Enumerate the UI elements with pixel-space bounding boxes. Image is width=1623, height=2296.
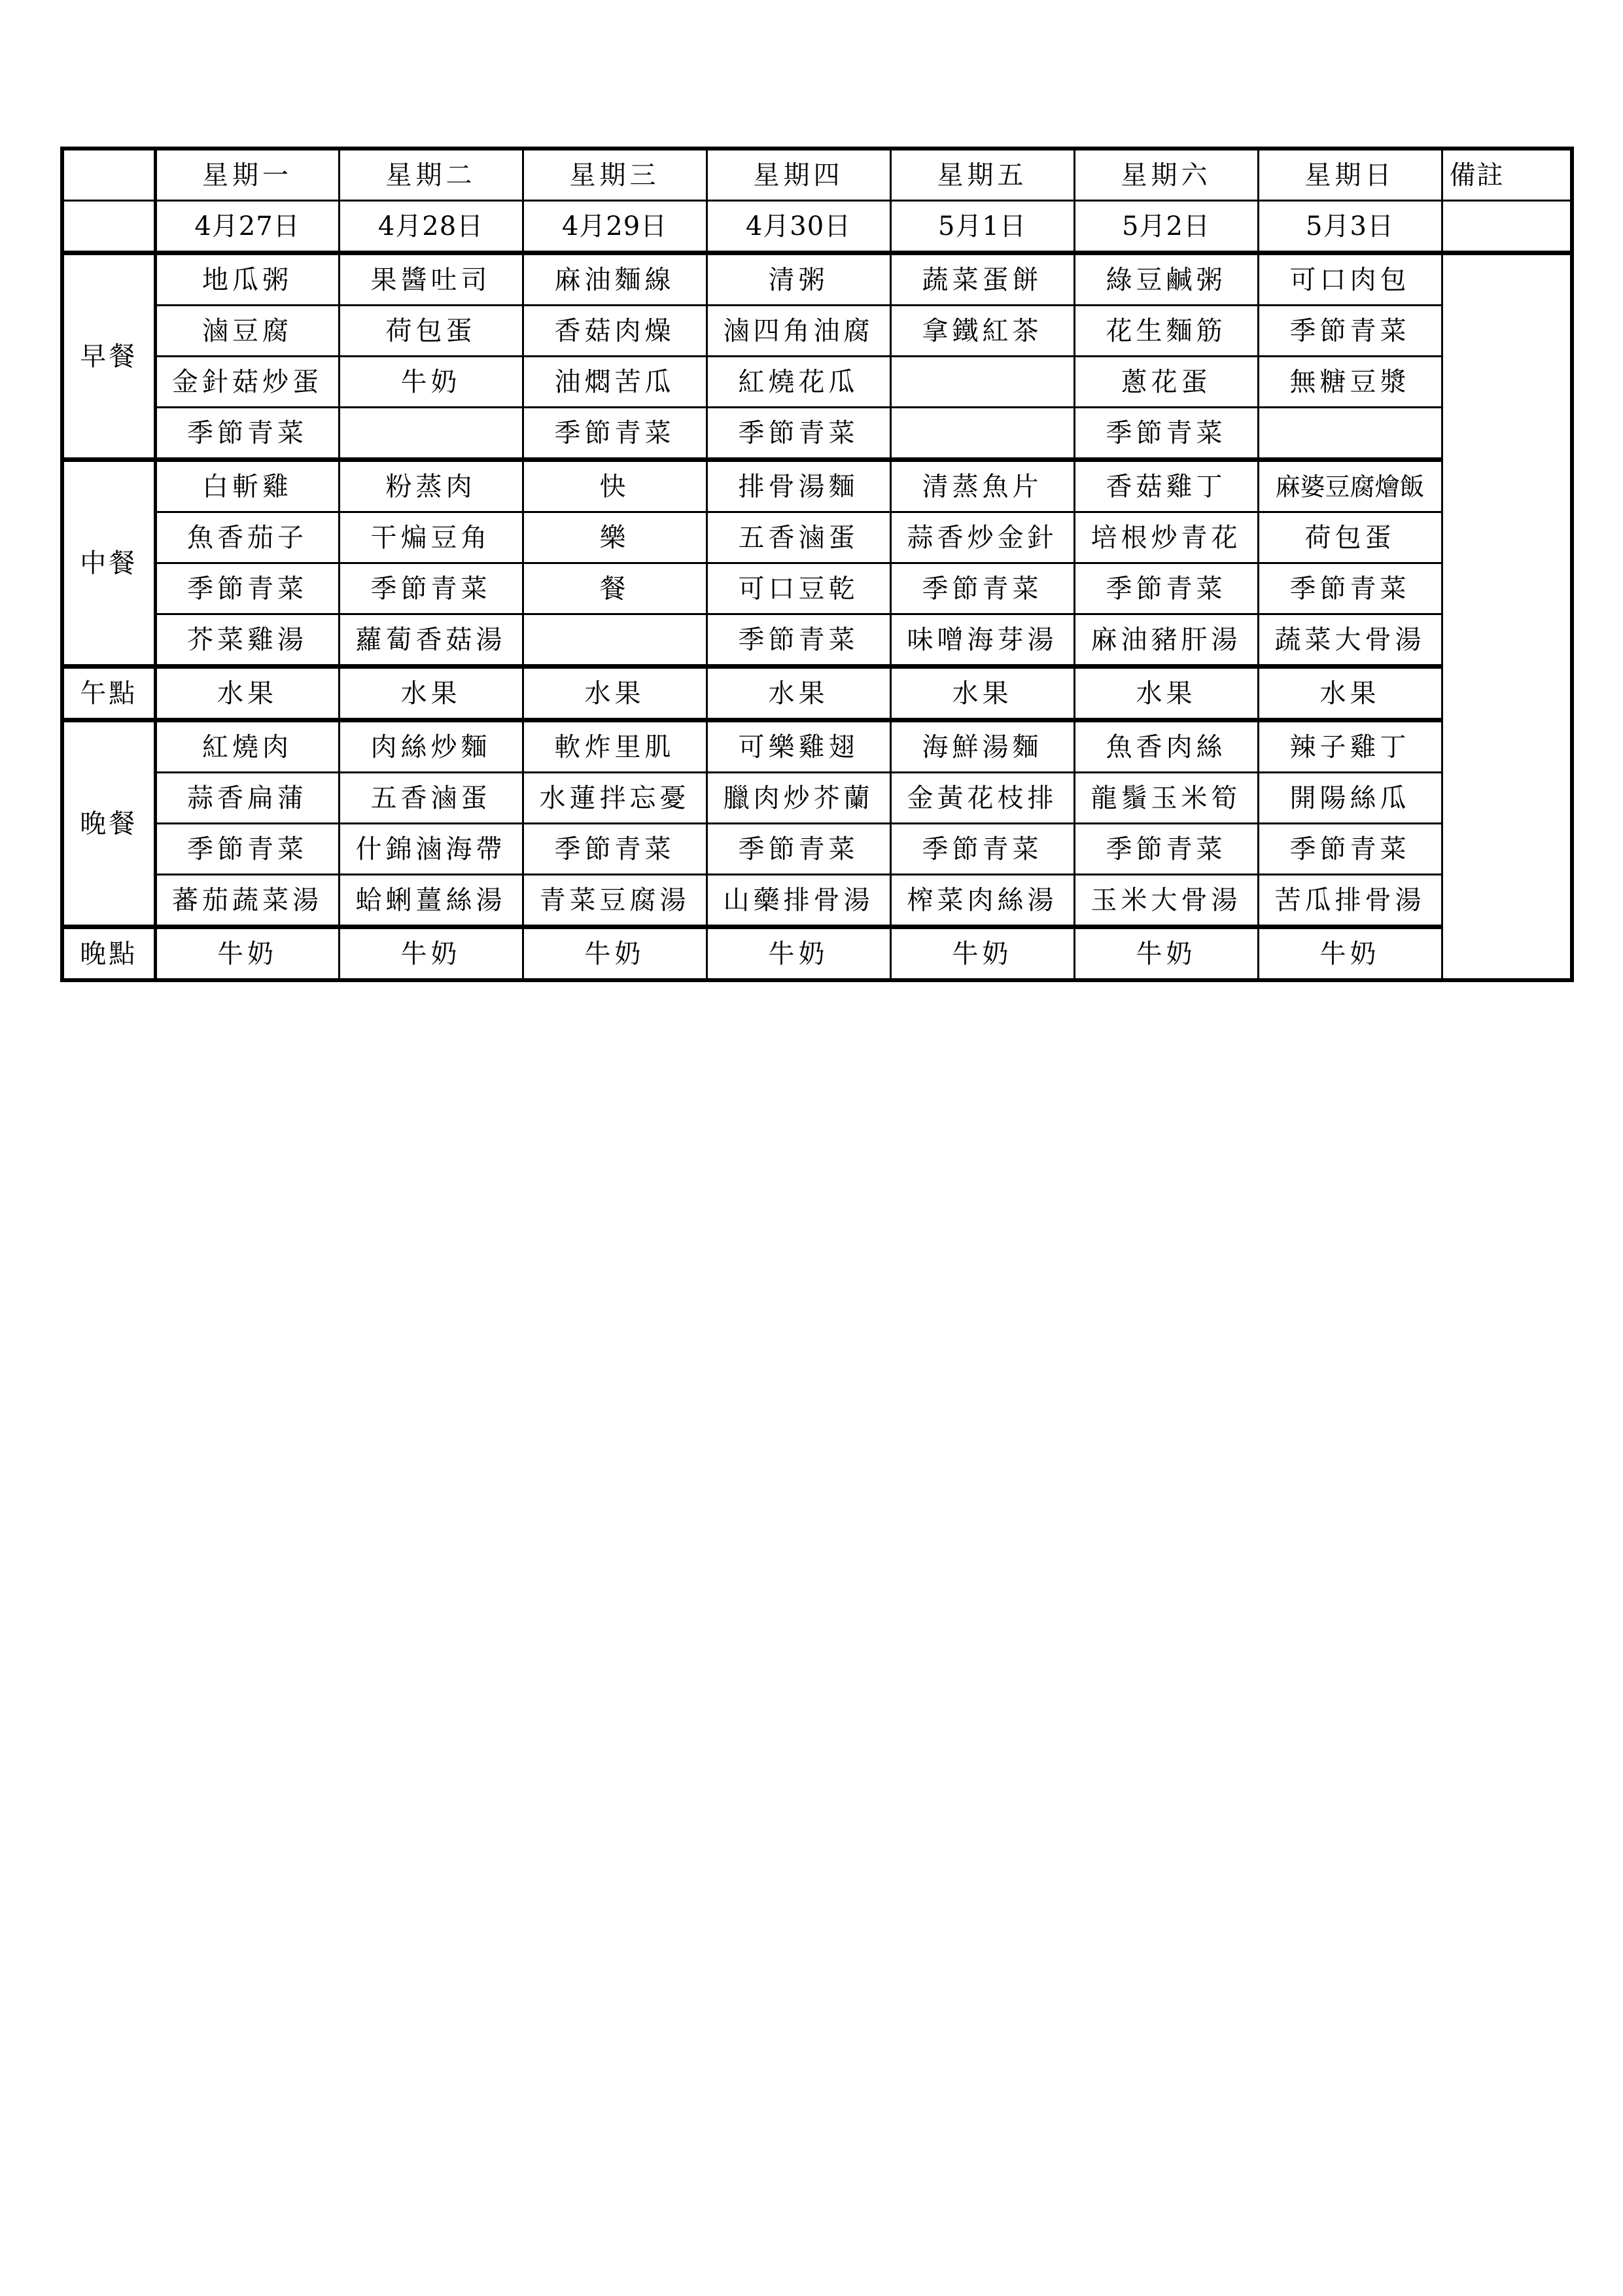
dish-cell: 水果 bbox=[890, 667, 1074, 720]
dish-cell: 牛奶 bbox=[523, 927, 707, 981]
dish-cell bbox=[339, 408, 523, 460]
dish-cell: 水果 bbox=[707, 667, 890, 720]
dish-cell: 青菜豆腐湯 bbox=[523, 875, 707, 927]
dish-cell: 荷包蛋 bbox=[1258, 512, 1442, 563]
dinner-row bbox=[62, 720, 1572, 773]
lunch-row bbox=[62, 460, 1572, 512]
dish-cell: 牛奶 bbox=[339, 927, 523, 981]
dish-cell: 水果 bbox=[339, 667, 523, 720]
notes-header: 備註 bbox=[1442, 149, 1572, 201]
dish-cell: 蔥花蛋 bbox=[1074, 357, 1258, 408]
notes-column bbox=[1442, 253, 1572, 981]
dish-cell: 滷四角油腐 bbox=[707, 306, 890, 357]
dish-cell: 季節青菜 bbox=[890, 563, 1074, 614]
dish-cell: 干煸豆角 bbox=[339, 512, 523, 563]
day-header-row bbox=[62, 149, 1572, 201]
date-cell: 4月30日 bbox=[707, 201, 890, 253]
dish-cell: 樂 bbox=[523, 512, 707, 563]
notes-cell bbox=[1442, 201, 1572, 253]
dish-cell: 果醬吐司 bbox=[339, 253, 523, 306]
dish-cell: 肉絲炒麵 bbox=[339, 720, 523, 773]
dish-cell: 季節青菜 bbox=[155, 563, 339, 614]
weekly-menu-table bbox=[60, 147, 1574, 982]
breakfast-row bbox=[62, 253, 1572, 306]
dish-cell: 牛奶 bbox=[707, 927, 890, 981]
dish-cell: 味噌海芽湯 bbox=[890, 614, 1074, 667]
dish-cell: 地瓜粥 bbox=[155, 253, 339, 306]
dish-cell: 蕃茄蔬菜湯 bbox=[155, 875, 339, 927]
dish-cell: 蛤蜊薑絲湯 bbox=[339, 875, 523, 927]
date-cell: 4月27日 bbox=[155, 201, 339, 253]
dish-cell: 軟炸里肌 bbox=[523, 720, 707, 773]
dish-cell: 綠豆鹹粥 bbox=[1074, 253, 1258, 306]
breakfast-row bbox=[62, 306, 1572, 357]
date-cell: 5月3日 bbox=[1258, 201, 1442, 253]
dish-cell bbox=[890, 357, 1074, 408]
dish-cell: 快 bbox=[523, 460, 707, 512]
dish-cell: 季節青菜 bbox=[707, 614, 890, 667]
corner-cell bbox=[62, 201, 155, 253]
dish-cell: 香菇雞丁 bbox=[1074, 460, 1258, 512]
dish-cell: 苦瓜排骨湯 bbox=[1258, 875, 1442, 927]
dish-cell: 香菇肉燥 bbox=[523, 306, 707, 357]
date-cell: 5月2日 bbox=[1074, 201, 1258, 253]
dish-cell: 油燜苦瓜 bbox=[523, 357, 707, 408]
dish-cell: 蔬菜大骨湯 bbox=[1258, 614, 1442, 667]
dish-cell: 培根炒青花 bbox=[1074, 512, 1258, 563]
dish-cell: 魚香茄子 bbox=[155, 512, 339, 563]
day-header: 星期五 bbox=[890, 149, 1074, 201]
dinner-row bbox=[62, 824, 1572, 875]
dish-cell: 芥菜雞湯 bbox=[155, 614, 339, 667]
dish-cell bbox=[890, 408, 1074, 460]
dish-cell bbox=[523, 614, 707, 667]
breakfast-row bbox=[62, 357, 1572, 408]
dish-cell: 臘肉炒芥蘭 bbox=[707, 773, 890, 824]
dish-cell: 榨菜肉絲湯 bbox=[890, 875, 1074, 927]
night-snack-row bbox=[62, 927, 1572, 981]
dish-cell: 辣子雞丁 bbox=[1258, 720, 1442, 773]
dish-cell bbox=[1258, 408, 1442, 460]
dish-cell: 季節青菜 bbox=[523, 824, 707, 875]
dish-cell: 季節青菜 bbox=[155, 824, 339, 875]
dish-cell: 季節青菜 bbox=[1258, 563, 1442, 614]
dish-cell: 牛奶 bbox=[890, 927, 1074, 981]
date-cell: 4月28日 bbox=[339, 201, 523, 253]
dish-cell: 季節青菜 bbox=[1074, 563, 1258, 614]
dish-cell: 牛奶 bbox=[1074, 927, 1258, 981]
breakfast-label: 早餐 bbox=[62, 253, 155, 460]
dish-cell: 蒜香扁蒲 bbox=[155, 773, 339, 824]
dish-cell: 可口肉包 bbox=[1258, 253, 1442, 306]
dish-cell: 水果 bbox=[1258, 667, 1442, 720]
date-cell: 5月1日 bbox=[890, 201, 1074, 253]
corner-cell bbox=[62, 149, 155, 201]
dish-cell: 季節青菜 bbox=[890, 824, 1074, 875]
lunch-row bbox=[62, 512, 1572, 563]
day-header: 星期日 bbox=[1258, 149, 1442, 201]
dish-cell: 無糖豆漿 bbox=[1258, 357, 1442, 408]
dish-cell: 季節青菜 bbox=[155, 408, 339, 460]
dish-cell: 季節青菜 bbox=[707, 824, 890, 875]
night-snack-label: 晚點 bbox=[62, 927, 155, 981]
lunch-row bbox=[62, 563, 1572, 614]
date-row bbox=[62, 201, 1572, 253]
dish-cell: 清蒸魚片 bbox=[890, 460, 1074, 512]
day-header: 星期一 bbox=[155, 149, 339, 201]
dish-cell: 金黃花枝排 bbox=[890, 773, 1074, 824]
dish-cell: 玉米大骨湯 bbox=[1074, 875, 1258, 927]
day-header: 星期六 bbox=[1074, 149, 1258, 201]
dish-cell: 拿鐵紅茶 bbox=[890, 306, 1074, 357]
day-header: 星期四 bbox=[707, 149, 890, 201]
dish-cell: 龍鬚玉米筍 bbox=[1074, 773, 1258, 824]
afternoon-snack-row bbox=[62, 667, 1572, 720]
dish-cell: 海鮮湯麵 bbox=[890, 720, 1074, 773]
dish-cell: 水果 bbox=[155, 667, 339, 720]
dish-cell: 白斬雞 bbox=[155, 460, 339, 512]
dish-cell: 排骨湯麵 bbox=[707, 460, 890, 512]
dish-cell: 牛奶 bbox=[155, 927, 339, 981]
dish-cell: 花生麵筋 bbox=[1074, 306, 1258, 357]
dish-cell: 麻油麵線 bbox=[523, 253, 707, 306]
dish-cell: 餐 bbox=[523, 563, 707, 614]
day-header: 星期二 bbox=[339, 149, 523, 201]
dish-cell: 蒜香炒金針 bbox=[890, 512, 1074, 563]
dish-cell: 開陽絲瓜 bbox=[1258, 773, 1442, 824]
dinner-row bbox=[62, 773, 1572, 824]
dish-cell: 五香滷蛋 bbox=[339, 773, 523, 824]
dish-cell: 五香滷蛋 bbox=[707, 512, 890, 563]
dish-cell: 季節青菜 bbox=[1074, 824, 1258, 875]
dinner-label: 晚餐 bbox=[62, 720, 155, 927]
dish-cell: 清粥 bbox=[707, 253, 890, 306]
dish-cell: 麻油豬肝湯 bbox=[1074, 614, 1258, 667]
dish-cell: 季節青菜 bbox=[1258, 306, 1442, 357]
lunch-row bbox=[62, 614, 1572, 667]
dish-cell: 季節青菜 bbox=[339, 563, 523, 614]
day-header: 星期三 bbox=[523, 149, 707, 201]
dish-cell: 牛奶 bbox=[1258, 927, 1442, 981]
dish-cell: 魚香肉絲 bbox=[1074, 720, 1258, 773]
date-cell: 4月29日 bbox=[523, 201, 707, 253]
breakfast-row bbox=[62, 408, 1572, 460]
dinner-row bbox=[62, 875, 1572, 927]
dish-cell: 牛奶 bbox=[339, 357, 523, 408]
dish-cell: 金針菇炒蛋 bbox=[155, 357, 339, 408]
dish-cell: 蔬菜蛋餅 bbox=[890, 253, 1074, 306]
dish-cell: 可樂雞翅 bbox=[707, 720, 890, 773]
dish-cell: 季節青菜 bbox=[707, 408, 890, 460]
dish-cell: 什錦滷海帶 bbox=[339, 824, 523, 875]
dish-cell: 季節青菜 bbox=[523, 408, 707, 460]
dish-cell: 荷包蛋 bbox=[339, 306, 523, 357]
dish-cell: 季節青菜 bbox=[1074, 408, 1258, 460]
dish-cell: 季節青菜 bbox=[1258, 824, 1442, 875]
dish-cell: 紅燒肉 bbox=[155, 720, 339, 773]
dish-cell: 滷豆腐 bbox=[155, 306, 339, 357]
dish-cell: 麻婆豆腐燴飯 bbox=[1258, 460, 1442, 512]
afternoon-snack-label: 午點 bbox=[62, 667, 155, 720]
dish-cell: 山藥排骨湯 bbox=[707, 875, 890, 927]
dish-cell: 紅燒花瓜 bbox=[707, 357, 890, 408]
menu-body bbox=[62, 149, 1572, 980]
lunch-label: 中餐 bbox=[62, 460, 155, 667]
dish-cell: 水蓮拌忘憂 bbox=[523, 773, 707, 824]
dish-cell: 水果 bbox=[523, 667, 707, 720]
dish-cell: 可口豆乾 bbox=[707, 563, 890, 614]
dish-cell: 粉蒸肉 bbox=[339, 460, 523, 512]
dish-cell: 水果 bbox=[1074, 667, 1258, 720]
dish-cell: 蘿蔔香菇湯 bbox=[339, 614, 523, 667]
